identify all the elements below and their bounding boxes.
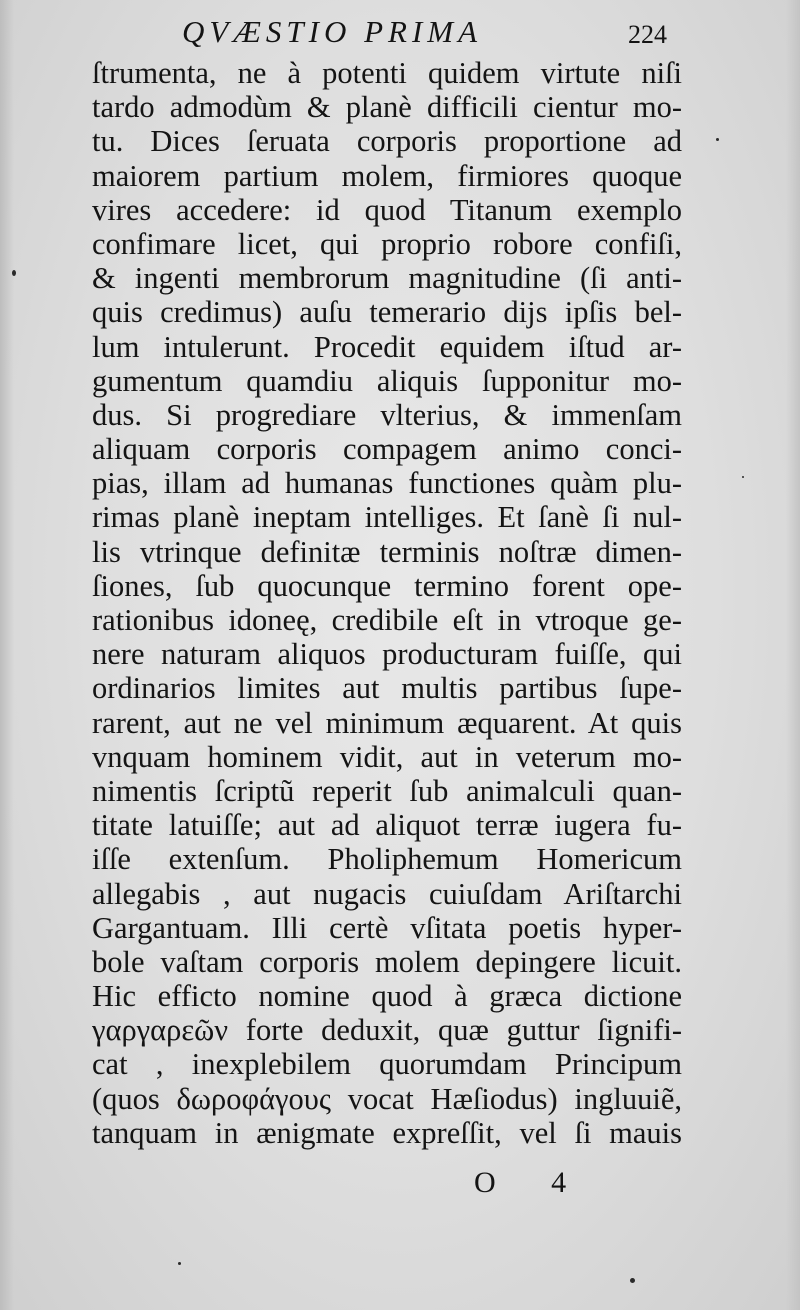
text-line: maiorem partium molem, firmiores quoque [92,158,682,193]
text-line: rationibus idoneę, credibile eſt in vtroque ge- [92,603,682,637]
text-line: rimas planè ineptam intelliges. Et ſanè ſi nul- [92,500,682,535]
running-head: QVÆSTIO PRIMA [182,14,483,49]
paper-speck [716,138,719,141]
text-line: nimentis ſcriptũ reperit ſub animalculi quan- [92,773,682,808]
paper-speck [630,1278,635,1283]
text-line: quis credimus) auſu temerario dijs ipſis bel- [92,295,682,330]
text-line: vires accedere: id quod Titanum exemplo [92,192,682,227]
text-line: lum intulerunt. Procedit equidem iſtud ar- [92,329,682,364]
text-line: bole vaſtam corporis molem depingere licuit. [92,944,682,979]
text-line: allegabis , aut nugacis cuiuſdam Ariſtarchi [92,876,682,911]
left-edge-shadow [0,0,14,1310]
signature-mark: O 4 [474,1166,591,1199]
text-line: & ingenti membrorum magnitudine (ſi anti- [92,261,682,296]
body-text [92,56,682,1150]
text-line: pias, illam ad humanas functiones quàm plu- [92,466,682,501]
text-line: ſtrumenta, ne à potenti quidem virtute niſi [92,56,682,90]
text-line: ordinarios limites aut multis partibus ſupe- [92,671,682,706]
text-line: vnquam hominem vidit, aut in veterum mo- [92,739,682,774]
text-line: dus. Si progrediare vlterius, & immenſam [92,397,682,432]
text-line: Hic efficto nomine quod à græca dictione [92,979,682,1014]
text-line: tardo admodùm & planè difficili cientur mo- [92,90,682,125]
text-line: cat , inexplebilem quorumdam Principum [92,1047,682,1082]
right-edge-shadow [786,0,800,1310]
text-line: γαργαρεῶν forte deduxit, quæ guttur ſignifi- [92,1013,682,1048]
paper-speck [742,476,744,478]
paper-speck [12,270,16,276]
text-line: nere naturam aliquos producturam fuiſſe, qui [92,637,682,672]
text-line: confimare licet, qui proprio robore confiſi, [92,226,682,261]
text-line: lis vtrinque definitæ terminis noſtræ dimen- [92,534,682,569]
text-line: tu. Dices ſeruata corporis proportione ad [92,124,682,159]
page-number: 224 [628,20,667,49]
paper-speck [178,1262,181,1265]
text-line: iſſe extenſum. Pholiphemum Homericum [92,842,682,877]
text-line: gumentum quamdiu aliquis ſupponitur mo- [92,363,682,398]
text-line: Gargantuam. Illi certè vſitata poetis hyper- [92,910,682,945]
text-line: titate latuiſſe; aut ad aliquot terræ iugera fu- [92,808,682,843]
text-line: (quos δωροφάγους vocat Hæſiodus) ingluuiẽ, [92,1081,682,1116]
text-line: aliquam corporis compagem animo conci- [92,432,682,467]
text-line: tanquam in ænigmate expreſſit, vel ſi mauis [92,1115,682,1150]
text-line: ſiones, ſub quocunque termino forent ope- [92,568,682,603]
text-line: rarent, aut ne vel minimum æquarent. At quis [92,705,682,740]
